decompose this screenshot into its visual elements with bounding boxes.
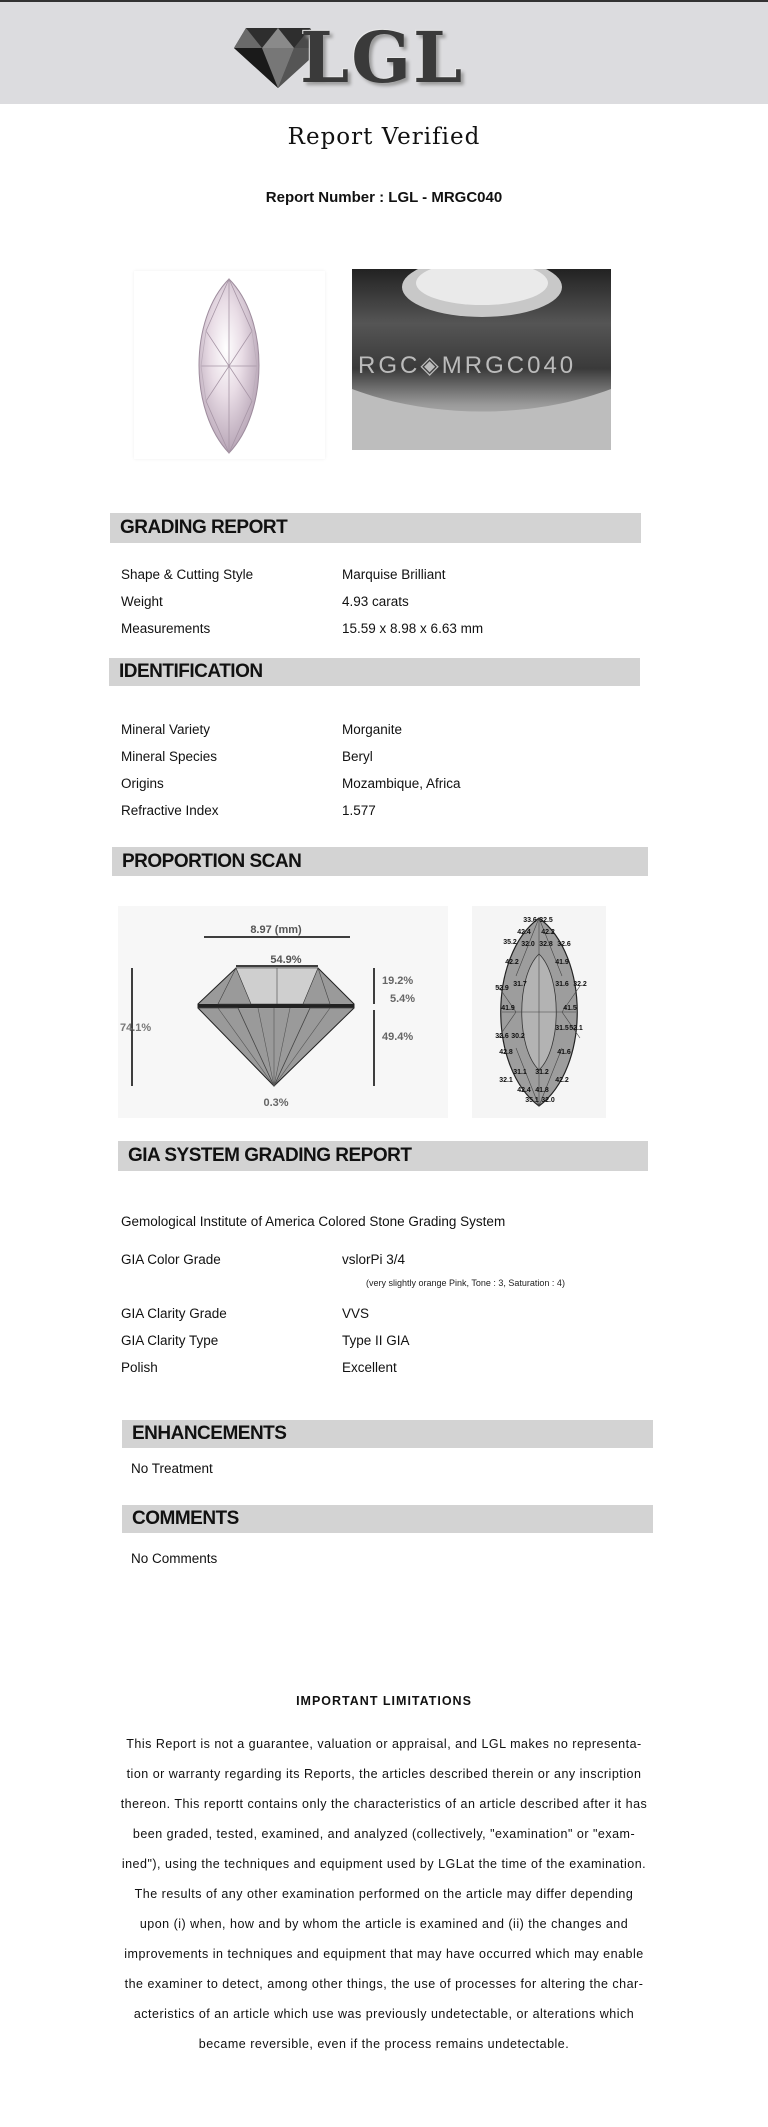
gia-clarity-type-label: GIA Clarity Type (121, 1333, 219, 1348)
comments-heading: COMMENTS (122, 1505, 653, 1533)
gia-clarity-grade-value: VVS (342, 1306, 370, 1321)
profile-crown-label: 19.2% (382, 975, 414, 987)
shape-label: Shape & Cutting Style (121, 567, 254, 582)
profile-depth-label: 74.1% (120, 1022, 152, 1034)
shape-value: Marquise Brilliant (342, 567, 446, 582)
limitation-line: the examiner to detect, among other things, the use of processes for altering the char- (124, 1977, 644, 1991)
inscription-text: RGC◈MRGC040 (358, 352, 577, 379)
enhancements-heading: ENHANCEMENTS (122, 1420, 653, 1448)
proportion-scan-heading: PROPORTION SCAN (112, 847, 648, 876)
mineral-species-value: Beryl (342, 749, 373, 764)
top-view-angle-label: 42.4 (517, 1087, 531, 1094)
measurements-value: 15.59 x 8.98 x 6.63 mm (342, 621, 484, 636)
profile-table-label: 54.9% (270, 954, 302, 966)
limitation-line: The results of any other examination performed on the article may differ depending (134, 1887, 634, 1901)
top-view-angle-label: 31.5 (555, 1025, 569, 1032)
top-view-angle-label: 41.8 (535, 1087, 549, 1094)
top-view-angle-label: 41.9 (501, 1005, 515, 1012)
weight-label: Weight (121, 594, 163, 609)
gia-system-text: Gemological Institute of America Colored Stone Grading System (121, 1214, 506, 1229)
limitation-line: improvements in techniques and equipment that may have occurred which may enable (124, 1947, 644, 1961)
top-view-angle-label: 32.6 (557, 941, 571, 948)
top-view-angle-label: 31.7 (513, 981, 527, 988)
identification-heading: IDENTIFICATION (109, 658, 640, 686)
top-view-angle-label: 42.2 (541, 929, 555, 936)
top-view-diagram (472, 906, 606, 1118)
limitation-line: thereon. This reportt contains only the characteristics of an article described after it has (120, 1797, 648, 1811)
gia-color-grade-label: GIA Color Grade (121, 1252, 221, 1267)
gia-color-grade-value: vslorPi 3/4 (342, 1252, 406, 1267)
limitation-line: tion or warranty regarding its Reports, the articles described therein or any inscription (126, 1767, 642, 1781)
top-view-angle-label: 31.6 (555, 981, 569, 988)
comments-text: No Comments (131, 1551, 218, 1566)
limitation-line: upon (i) when, how and by whom the article is examined and (ii) the changes and (139, 1917, 629, 1931)
top-view-angle-label: 35.1 (525, 1097, 539, 1104)
top-view-angle-label: 35.2 (503, 939, 517, 946)
top-view-angle-label: 52.9 (495, 985, 509, 992)
weight-value: 4.93 carats (342, 594, 409, 609)
refractive-index-label: Refractive Index (121, 803, 219, 818)
gia-report-heading: GIA SYSTEM GRADING REPORT (118, 1141, 648, 1171)
top-view-angle-label: 42.2 (555, 1077, 569, 1084)
limitation-line: acteristics of an article which use was previously undetectable, or alterations which (133, 2007, 635, 2021)
top-view-angle-label: 32.2 (573, 981, 587, 988)
top-view-angle-label: 32.1 (499, 1077, 513, 1084)
page-title: Report Verified (287, 124, 481, 150)
limitation-line: been graded, tested, examined, and analyzed (collectively, "examination" or "exam- (132, 1827, 636, 1841)
top-view-angle-label: 31.1 (513, 1069, 527, 1076)
top-view-angle-label: 33.6 (523, 917, 537, 924)
mineral-variety-label: Mineral Variety (121, 722, 211, 737)
profile-pavilion-label: 49.4% (382, 1031, 414, 1043)
top-view-angle-label: 30.2 (511, 1033, 525, 1040)
top-view-angle-label: 31.2 (535, 1069, 549, 1076)
enhancements-text: No Treatment (131, 1461, 213, 1476)
gemstone-photo (134, 271, 325, 459)
inscription-photo (352, 269, 611, 450)
refractive-index-value: 1.577 (342, 803, 376, 818)
profile-width-label: 8.97 (mm) (250, 924, 302, 936)
top-view-angle-label: 32.8 (539, 941, 553, 948)
top-view-angle-label: 32.0 (541, 1097, 555, 1104)
measurements-label: Measurements (121, 621, 211, 636)
polish-value: Excellent (342, 1360, 397, 1375)
logo-text: LGL (300, 16, 465, 99)
top-view-angle-label: 41.9 (555, 959, 569, 966)
report-number: Report Number : LGL - MRGC040 (265, 189, 503, 206)
limitations-heading: IMPORTANT LIMITATIONS (296, 1694, 472, 1708)
gia-clarity-grade-label: GIA Clarity Grade (121, 1306, 227, 1321)
top-view-angle-label: 32.5 (539, 917, 553, 924)
header-banner (0, 0, 768, 104)
origins-label: Origins (121, 776, 164, 791)
mineral-variety-value: Morganite (342, 722, 403, 737)
origins-value: Mozambique, Africa (342, 776, 461, 791)
top-view-angle-label: 42.2 (505, 959, 519, 966)
top-view-angle-label: 32.0 (521, 941, 535, 948)
profile-culet-label: 0.3% (263, 1097, 289, 1109)
gia-color-note: (very slightly orange Pink, Tone : 3, Saturation : 4) (366, 1278, 565, 1288)
grading-report-heading: GRADING REPORT (110, 513, 641, 543)
limitation-line: became reversible, even if the process remains undetectable. (198, 2037, 570, 2051)
profile-girdle-label: 5.4% (390, 993, 416, 1005)
gia-clarity-type-value: Type II GIA (342, 1333, 410, 1348)
polish-label: Polish (121, 1360, 158, 1375)
mineral-species-label: Mineral Species (121, 749, 218, 764)
top-view-angle-label: 52.1 (569, 1025, 583, 1032)
top-view-angle-label: 41.5 (563, 1005, 577, 1012)
limitation-line: ined"), using the techniques and equipment used by LGLat the time of the examination. (121, 1857, 647, 1871)
top-view-angle-label: 41.6 (557, 1049, 571, 1056)
limitation-line: This Report is not a guarantee, valuation or appraisal, and LGL makes no representa- (126, 1737, 642, 1751)
proportion-profile-diagram (118, 906, 448, 1118)
top-view-angle-label: 42.4 (517, 929, 531, 936)
top-view-angle-label: 42.8 (499, 1049, 513, 1056)
top-view-angle-label: 32.6 (495, 1033, 509, 1040)
